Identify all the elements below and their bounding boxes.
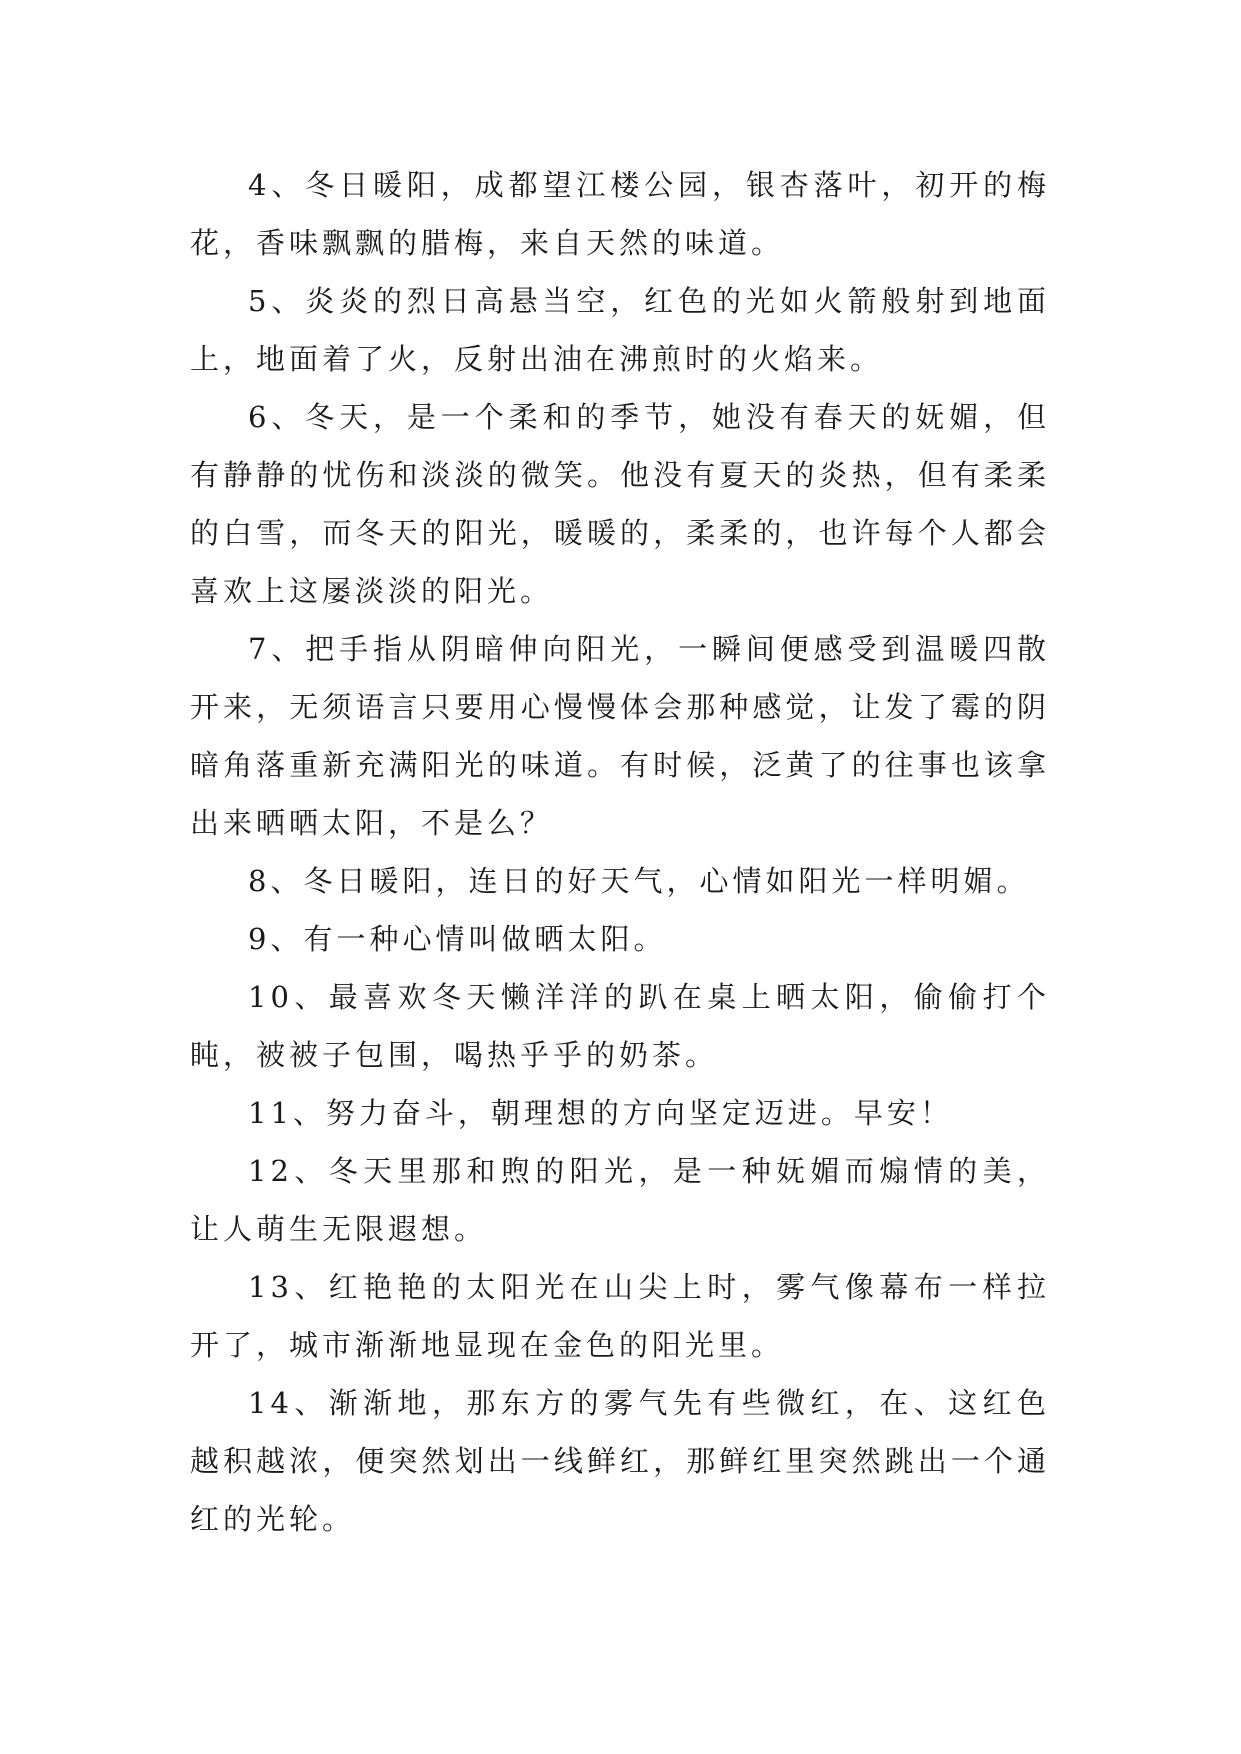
paragraph-5: 5、炎炎的烈日高悬当空，红色的光如火箭般射到地面上，地面着了火，反射出油在沸煎时的火焰来。	[190, 284, 1050, 376]
paragraph-9: 9、有一种心情叫做晒太阳。	[248, 922, 667, 956]
document-body	[190, 156, 1050, 1548]
paragraph-6: 6、冬天，是一个柔和的季节，她没有春天的妩媚，但有静静的忧伤和淡淡的微笑。他没有夏天的炎热，但有柔柔的白雪，而冬天的阳光，暖暖的，柔柔的，也许每个人都会喜欢上这屡淡淡的阳光。	[190, 400, 1050, 608]
paragraph-13: 13、红艳艳的太阳光在山尖上时，雾气像幕布一样拉开了，城市渐渐地显现在金色的阳光里。	[190, 1270, 1050, 1362]
paragraph-10: 10、最喜欢冬天懒洋洋的趴在桌上晒太阳，偷偷打个盹，被被子包围，喝热乎乎的奶茶。	[190, 980, 1050, 1072]
paragraph-8: 8、冬日暖阳，连日的好天气，心情如阳光一样明媚。	[248, 864, 1030, 898]
paragraph-14: 14、渐渐地，那东方的雾气先有些微红，在、这红色越积越浓，便突然划出一线鲜红，那鲜红里突然跳出一个通红的光轮。	[190, 1386, 1050, 1536]
paragraph-4: 4、冬日暖阳，成都望江楼公园，银杏落叶，初开的梅花，香味飘飘的腊梅，来自天然的味道。	[190, 168, 1050, 260]
paragraph-11: 11、努力奋斗，朝理想的方向坚定迈进。早安！	[248, 1096, 953, 1130]
paragraph-12: 12、冬天里那和煦的阳光，是一种妩媚而煽情的美，让人萌生无限遐想。	[190, 1154, 1050, 1246]
paragraph-7: 7、把手指从阴暗伸向阳光，一瞬间便感受到温暖四散开来，无须语言只要用心慢慢体会那种感觉，让发了霉的阴暗角落重新充满阳光的味道。有时候，泛黄了的往事也该拿出来晒晒太阳，不是么？	[190, 632, 1050, 840]
